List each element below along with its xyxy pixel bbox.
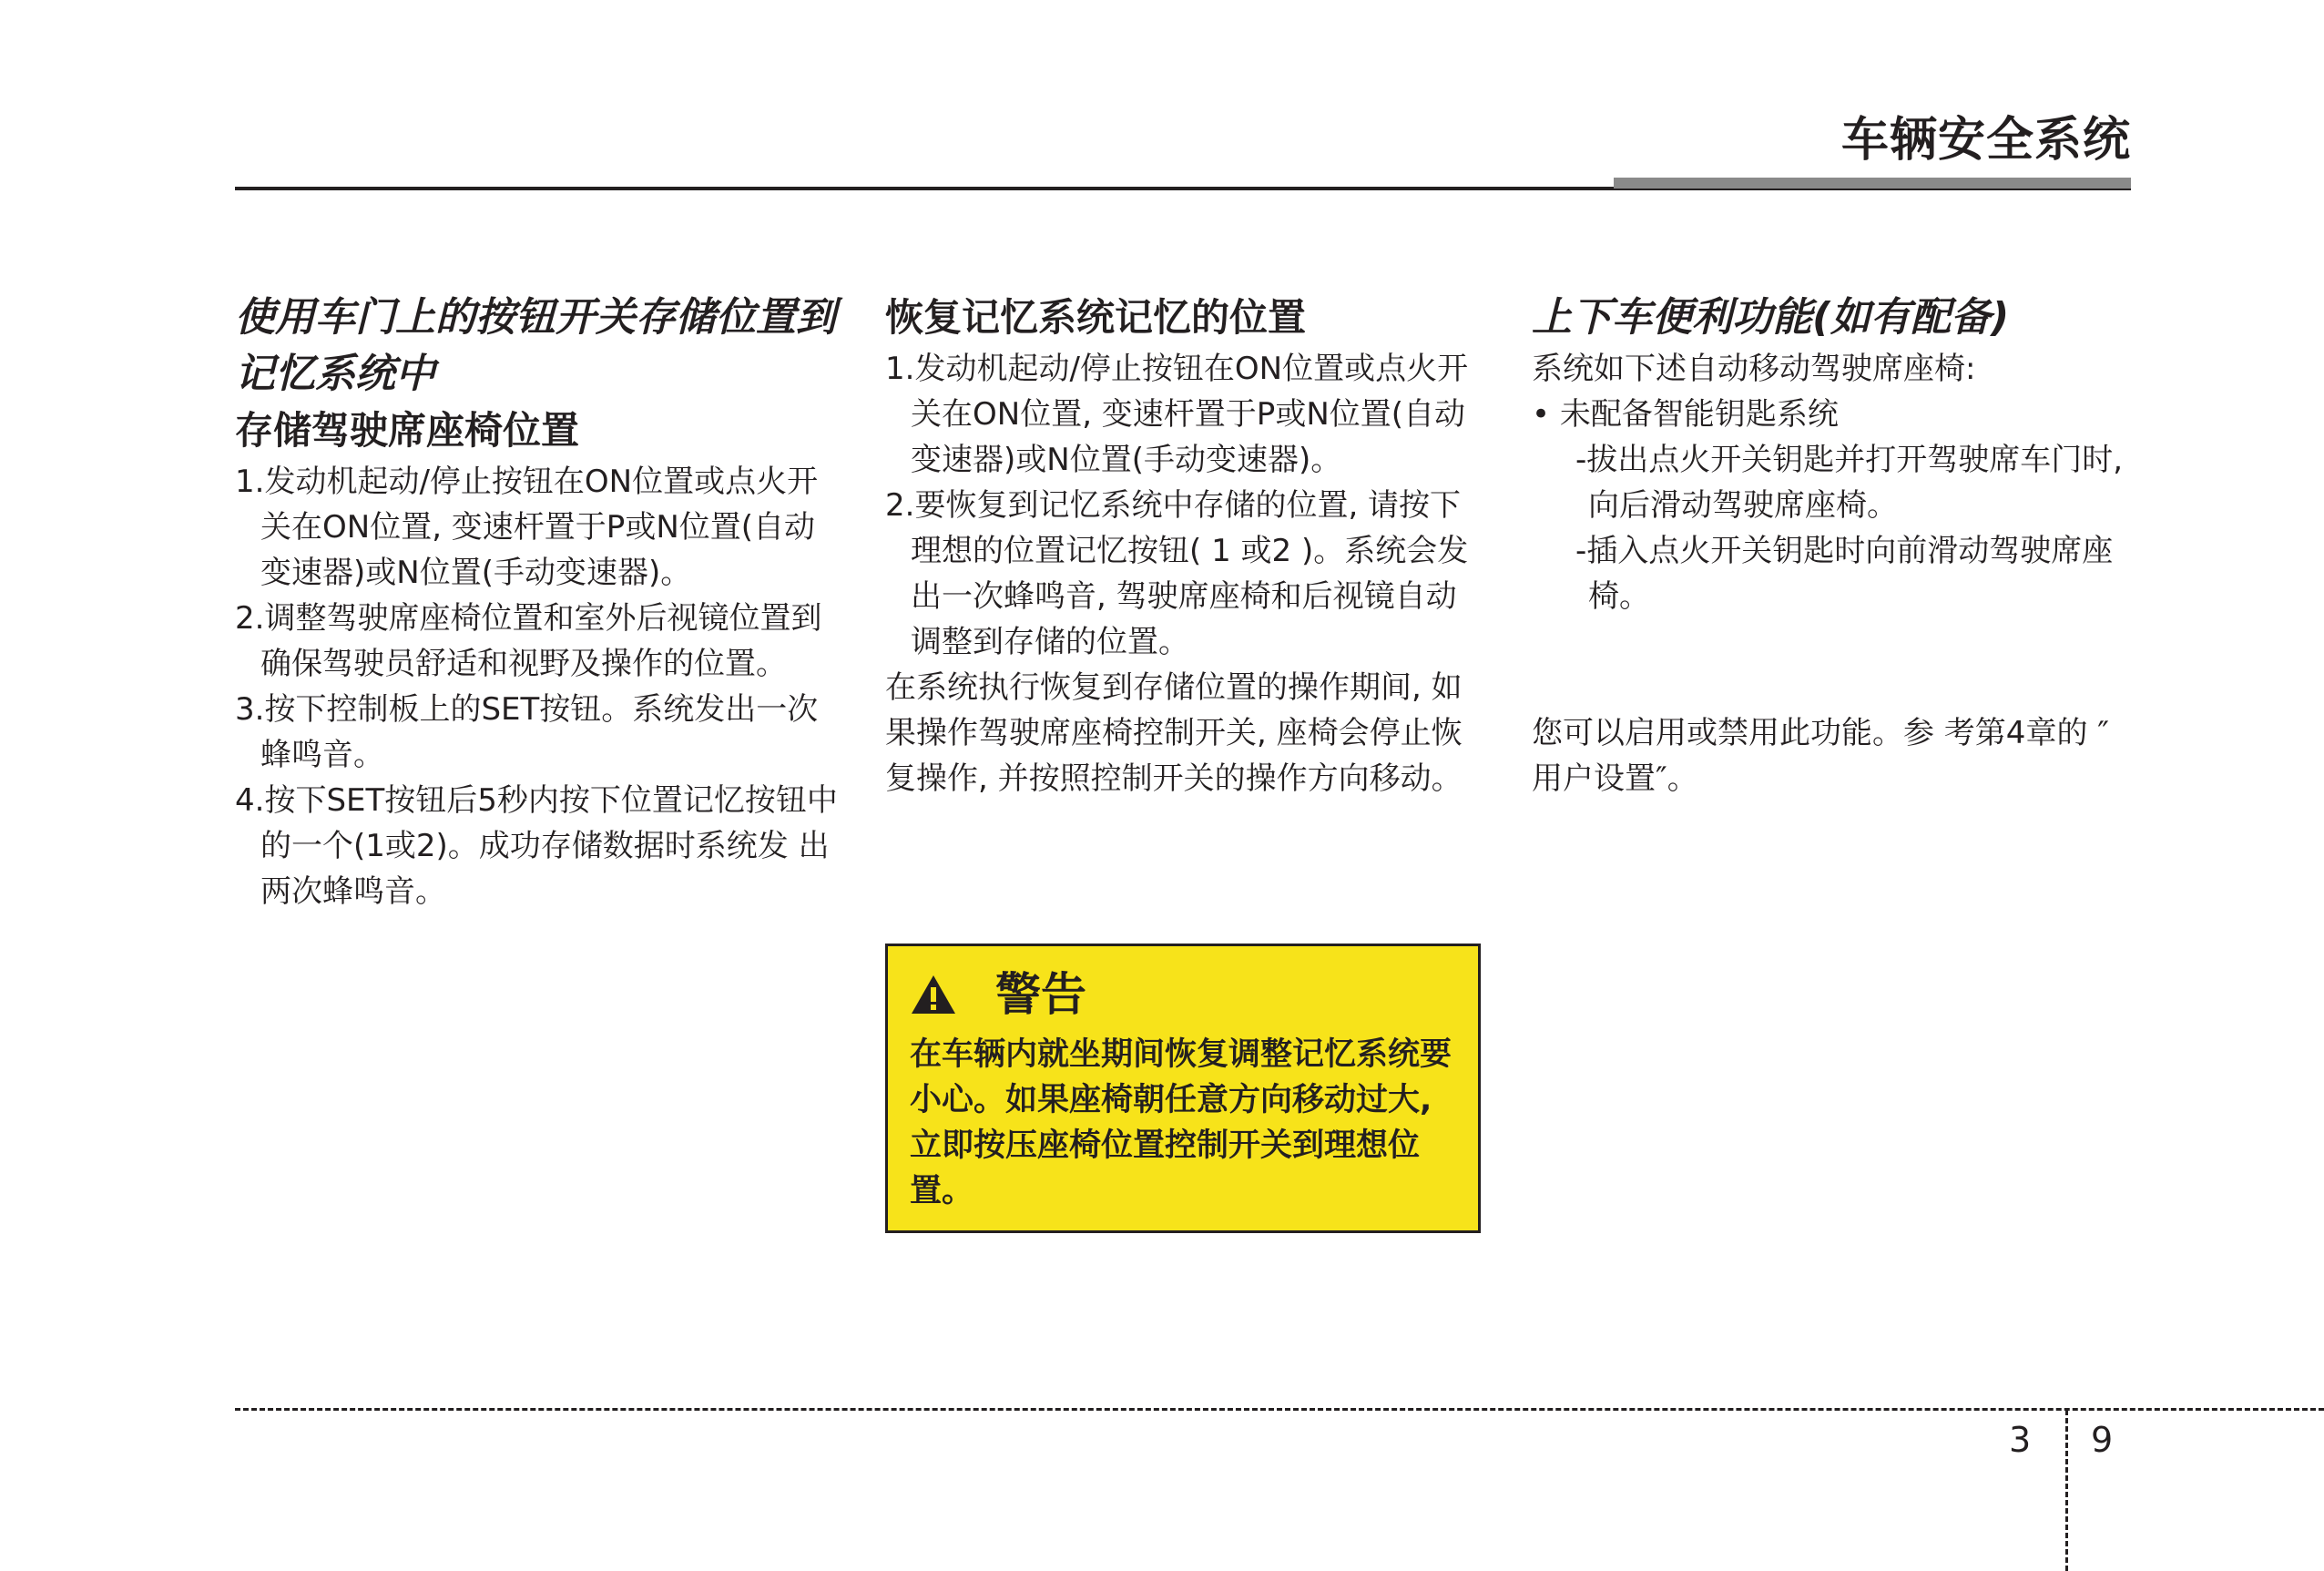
footer-rule (235, 1408, 2324, 1411)
list-item: 1.发动机起动/停止按钮在ON位置或点火开关在ON位置, 变速杆置于P或N位置(自动变速器)或N位置(手动变速器)。 (235, 464, 819, 591)
column-easy-access (1532, 290, 2131, 801)
subheading-store-seat: 存储驾驶席座椅位置 (235, 408, 580, 453)
recall-steps-list (885, 346, 1486, 665)
bullet-label: • 未配备智能钥匙系统 (1532, 396, 1839, 433)
list-item: 1.发动机起动/停止按钮在ON位置或点火开关在ON位置, 变速杆置于P或N位置(自动变速器)或N位置(手动变速器)。 (885, 351, 1469, 478)
header-title: 车辆安全系统 (1840, 113, 2131, 168)
section-heading-store: 使用车门上的按钮开关存储位置到记忆系统中 (235, 294, 836, 397)
page-number: 9 (2091, 1420, 2114, 1460)
warning-box (885, 944, 1481, 1233)
section-heading-recall: 恢复记忆系统记忆的位置 (885, 295, 1307, 340)
section-heading-easy-access: 上下车便利功能(如有配备) (1532, 294, 2010, 341)
column-recall-position (885, 290, 1486, 801)
warning-header (910, 963, 1456, 1026)
warning-title: 警告 (995, 968, 1086, 1021)
list-item (1532, 392, 2131, 619)
list-item: 3.按下控制板上的SET按钮。系统发出一次蜂鸣音。 (235, 691, 819, 773)
list-item: 2.调整驾驶席座椅位置和室外后视镜位置到确保驾驶员舒适和视野及操作的位置。 (235, 600, 822, 682)
list-item: 2.要恢复到记忆系统中存储的位置, 请按下理想的位置记忆按钮( 1 或2 )。系统会发出一次蜂鸣音, 驾驶席座椅和后视镜自动调整到存储的位置。 (885, 487, 1469, 660)
list-item: -拔出点火开关钥匙并打开驾驶席车门时, 向后滑动驾驶席座椅。 (1575, 442, 2124, 524)
column-store-position (235, 290, 841, 914)
recall-paragraph: 在系统执行恢复到存储位置的操作期间, 如果操作驾驶席座椅控制开关, 座椅会停止恢复操作, 并按照控制开关的操作方向移动。 (885, 669, 1463, 797)
store-steps-list (235, 459, 841, 914)
header-rule-accent (1614, 178, 2131, 189)
easy-access-note: 您可以启用或禁用此功能。参 考第4章的 ″用户设置″。 (1532, 715, 2109, 797)
warning-body: 在车辆内就坐期间恢复调整记忆系统要小心。如果座椅朝任意方向移动过大, 立即按压座椅位置控制开关到理想位置。 (910, 1036, 1452, 1209)
list-item: 4.按下SET按钮后5秒内按下位置记忆按钮中的一个(1或2)。成功存储数据时系统发 出两次蜂鸣音。 (235, 782, 838, 910)
easy-access-intro: 系统如下述自动移动驾驶席座椅: (1532, 351, 1976, 387)
footer-divider (2065, 1410, 2068, 1571)
chapter-number: 3 (2009, 1420, 2032, 1460)
warning-triangle-icon (910, 974, 957, 1015)
easy-access-list (1532, 392, 2131, 619)
list-item: -插入点火开关钥匙时向前滑动驾驶席座椅。 (1575, 533, 2114, 615)
easy-access-sublist (1554, 437, 2131, 619)
